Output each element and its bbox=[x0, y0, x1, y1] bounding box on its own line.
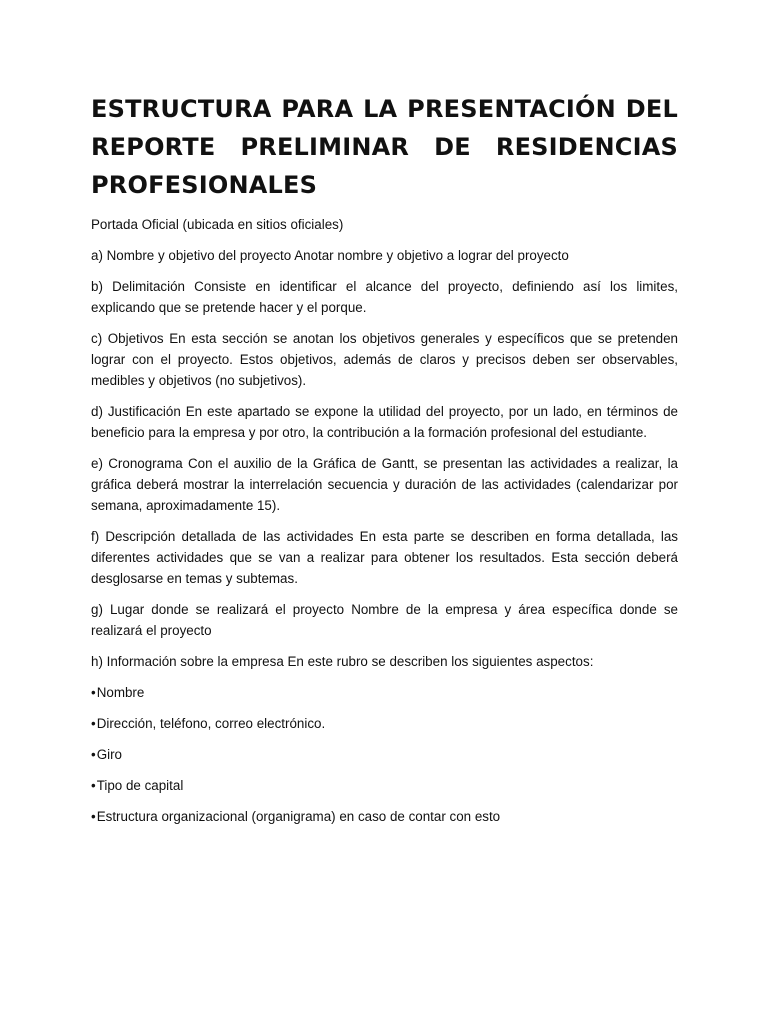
bullet-text: Nombre bbox=[96, 685, 145, 700]
bullet-icon: • bbox=[91, 685, 96, 700]
bullet-text: Giro bbox=[96, 747, 123, 762]
bullet-item bbox=[91, 806, 678, 827]
bullet-icon: • bbox=[91, 716, 96, 731]
bullet-item bbox=[91, 744, 678, 765]
document-title: ESTRUCTURA PARA LA PRESENTACIÓN DEL REPORTE PRELIMINAR DE RESIDENCIAS PROFESIONALES bbox=[91, 95, 678, 199]
bullet-text: Estructura organizacional (organigrama) en caso de contar con esto bbox=[96, 809, 501, 824]
document-page bbox=[91, 90, 678, 837]
bullet-item bbox=[91, 682, 678, 703]
section-b: b) Delimitación Consiste en identificar el alcance del proyecto, definiendo así los limites, explicando que se pretende hacer y el porque. bbox=[91, 279, 678, 315]
bullet-text: Dirección, teléfono, correo electrónico. bbox=[96, 716, 326, 731]
bullet-icon: • bbox=[91, 778, 96, 793]
bullet-text: Tipo de capital bbox=[96, 778, 184, 793]
section-e: e) Cronograma Con el auxilio de la Gráfica de Gantt, se presentan las actividades a realizar, la gráfica deberá mostrar la interrelación secuencia y duración de las actividades (calendarizar por semana, aproximadamente 15). bbox=[91, 456, 678, 513]
section-d: d) Justificación En este apartado se expone la utilidad del proyecto, por un lado, en términos de beneficio para la empresa y por otro, la contribución a la formación profesional del estudiante. bbox=[91, 404, 678, 440]
section-f: f) Descripción detallada de las actividades En esta parte se describen en forma detallada, las diferentes actividades que se van a realizar para obtener los resultados. Esta sección deberá desglosarse en temas y subtemas. bbox=[91, 529, 678, 586]
bullet-icon: • bbox=[91, 747, 96, 762]
bullet-icon: • bbox=[91, 809, 96, 824]
section-g: g) Lugar donde se realizará el proyecto Nombre de la empresa y área específica donde se realizará el proyecto bbox=[91, 602, 678, 638]
section-h: h) Información sobre la empresa En este rubro se describen los siguientes aspectos: bbox=[91, 654, 594, 669]
bullet-item bbox=[91, 713, 678, 734]
section-a: a) Nombre y objetivo del proyecto Anotar nombre y objetivo a lograr del proyecto bbox=[91, 248, 569, 263]
bullet-item bbox=[91, 775, 678, 796]
cover-note: Portada Oficial (ubicada en sitios oficiales) bbox=[91, 217, 344, 232]
section-c: c) Objetivos En esta sección se anotan los objetivos generales y específicos que se pretenden lograr con el proyecto. Estos objetivos, además de claros y precisos deben ser observables, medibles y objetivos (no subjetivos). bbox=[91, 331, 678, 388]
